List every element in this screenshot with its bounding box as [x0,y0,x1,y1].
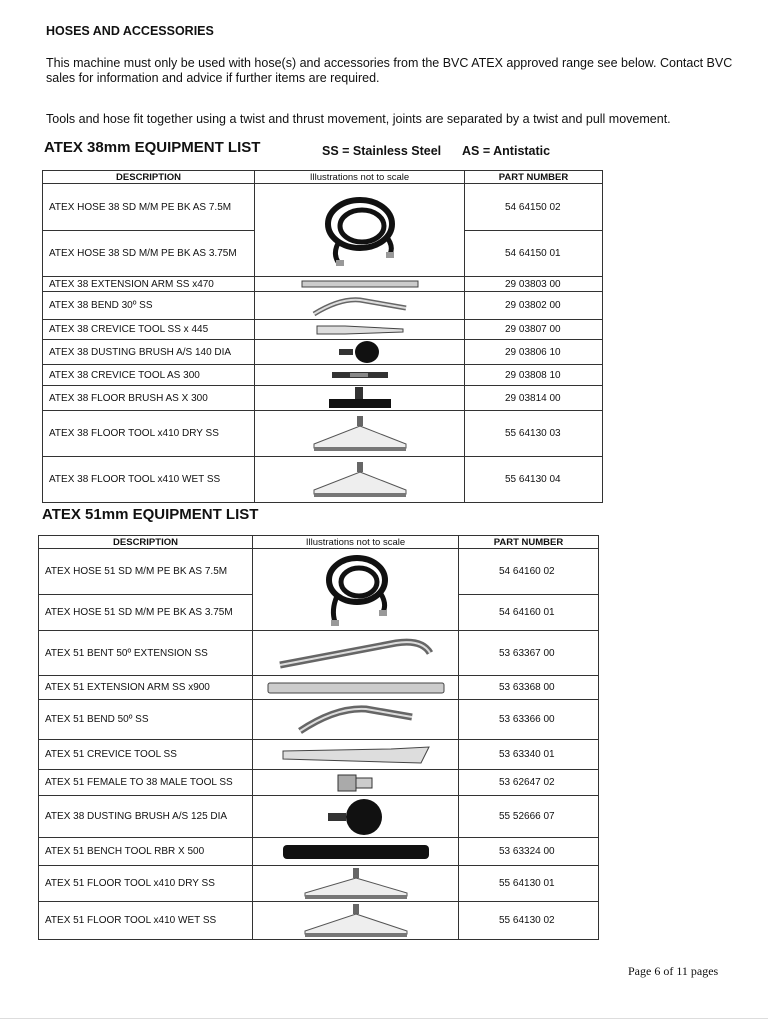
row-part-number: 54 64150 02 [465,184,603,231]
illustration-cell [255,292,465,320]
row-part-number: 55 52666 07 [459,796,599,838]
illustration-cell [253,770,459,796]
table-row [39,770,599,796]
row-description: ATEX 51 FLOOR TOOL x410 DRY SS [39,866,253,902]
row-part-number: 29 03802 00 [465,292,603,320]
joints-note: Tools and hose fit together using a twist and thrust movement, joints are separated by a twist and pull movement. [46,112,671,126]
table-row [43,184,603,231]
row-description: ATEX HOSE 38 SD M/M PE BK AS 7.5M [43,184,255,231]
table-row [43,320,603,340]
hose-coil-icon [310,190,410,270]
table-row [39,700,599,740]
row-description: ATEX 38 BEND 30º SS [43,292,255,320]
row-part-number: 29 03814 00 [465,386,603,411]
table-row [43,457,603,503]
floor-tool-icon [301,903,411,939]
table-row [39,740,599,770]
header-part-number: PART NUMBER [465,171,603,184]
dusting-brush-icon [335,340,385,364]
row-part-number: 54 64160 02 [459,549,599,595]
illustration-cell [255,457,465,503]
equipment-table-51 [38,535,599,940]
row-part-number: 55 64130 01 [459,866,599,902]
bent-extension-icon [276,635,436,671]
row-description: ATEX 51 CREVICE TOOL SS [39,740,253,770]
table-row [39,866,599,902]
row-description: ATEX 38 FLOOR TOOL x410 DRY SS [43,411,255,457]
illustration-cell [255,365,465,386]
floor-tool-icon [310,414,410,454]
header-part-number: PART NUMBER [459,536,599,549]
list-51-title: ATEX 51mm EQUIPMENT LIST [42,506,259,523]
illustration-cell [255,340,465,365]
adaptor-icon [336,772,376,794]
floor-tool-icon [310,460,410,500]
illustration-cell [255,320,465,340]
illustration-cell [255,411,465,457]
row-description: ATEX HOSE 38 SD M/M PE BK AS 3.75M [43,231,255,277]
header-illustration: Illustrations not to scale [253,536,459,549]
equipment-table-38 [42,170,603,503]
illustration-cell [253,866,459,902]
row-part-number: 55 64130 03 [465,411,603,457]
row-description: ATEX HOSE 51 SD M/M PE BK AS 7.5M [39,549,253,595]
row-description: ATEX 38 DUSTING BRUSH A/S 125 DIA [39,796,253,838]
crevice-tool-icon [330,369,390,381]
table-row [39,796,599,838]
row-description: ATEX 51 FLOOR TOOL x410 WET SS [39,902,253,940]
row-part-number: 29 03807 00 [465,320,603,340]
illustration-cell [253,740,459,770]
row-part-number: 29 03806 10 [465,340,603,365]
header-illustration: Illustrations not to scale [255,171,465,184]
list-38-title: ATEX 38mm EQUIPMENT LIST [44,139,261,156]
floor-tool-icon [301,867,411,901]
floor-brush-icon [325,386,395,410]
illustration-cell [255,386,465,411]
row-part-number: 53 63366 00 [459,700,599,740]
row-part-number: 55 64130 04 [465,457,603,503]
table-row [43,277,603,292]
table-row [43,365,603,386]
row-part-number: 53 63324 00 [459,838,599,866]
row-description: ATEX 38 FLOOR TOOL x410 WET SS [43,457,255,503]
row-part-number: 54 64160 01 [459,595,599,631]
row-description: ATEX 38 FLOOR BRUSH AS X 300 [43,386,255,411]
illustration-cell [253,902,459,940]
legend-ss: SS = Stainless Steel [322,144,442,158]
row-part-number: 53 63340 01 [459,740,599,770]
table-row [39,549,599,595]
table-row [43,411,603,457]
row-part-number: 29 03803 00 [465,277,603,292]
row-part-number: 53 63368 00 [459,676,599,700]
row-description: ATEX 38 DUSTING BRUSH A/S 140 DIA [43,340,255,365]
row-part-number: 53 63367 00 [459,631,599,676]
row-part-number: 53 62647 02 [459,770,599,796]
illustration-cell [253,700,459,740]
illustration-cell [253,796,459,838]
row-description: ATEX 51 BENCH TOOL RBR X 500 [39,838,253,866]
illustration-cell [253,838,459,866]
row-description: ATEX 38 CREVICE TOOL SS x 445 [43,320,255,340]
intro-paragraph: This machine must only be used with hose(s) and accessories from the BVC ATEX approved range see below. Contact BVC sales for information and advice if further items are required. [46,56,733,85]
extension-tube-icon [266,680,446,696]
illustration-cell [255,277,465,292]
row-part-number: 54 64150 01 [465,231,603,277]
illustration-cell [253,631,459,676]
row-description: ATEX 51 EXTENSION ARM SS x900 [39,676,253,700]
illustration-cell [253,676,459,700]
illustration-cell [253,549,459,631]
page-heading: HOSES AND ACCESSORIES [46,24,214,38]
bench-tool-icon [281,843,431,861]
bend-tube-icon [310,294,410,318]
row-part-number: 29 03808 10 [465,365,603,386]
page-edge-divider [0,1018,768,1019]
row-description: ATEX 38 EXTENSION ARM SS x470 [43,277,255,292]
header-description: DESCRIPTION [43,171,255,184]
legend-as: AS = Antistatic [462,144,551,158]
table-row [39,902,599,940]
row-description: ATEX 38 CREVICE TOOL AS 300 [43,365,255,386]
bend-tube-icon [296,703,416,737]
illustration-cell [255,184,465,277]
row-part-number: 55 64130 02 [459,902,599,940]
row-description: ATEX HOSE 51 SD M/M PE BK AS 3.75M [39,595,253,631]
extension-tube-icon [300,279,420,289]
page-footer: Page 6 of 11 pages [628,964,719,978]
dusting-brush-icon [326,797,386,837]
row-description: ATEX 51 FEMALE TO 38 MALE TOOL SS [39,770,253,796]
table-row [39,838,599,866]
crevice-tool-icon [281,745,431,765]
row-description: ATEX 51 BENT 50º EXTENSION SS [39,631,253,676]
row-description: ATEX 51 BEND 50º SS [39,700,253,740]
table-row [39,676,599,700]
crevice-tool-icon [315,324,405,336]
table-row [43,340,603,365]
table-row [43,386,603,411]
hose-coil-icon [311,550,401,630]
table-row [43,292,603,320]
header-description: DESCRIPTION [39,536,253,549]
table-row [39,631,599,676]
